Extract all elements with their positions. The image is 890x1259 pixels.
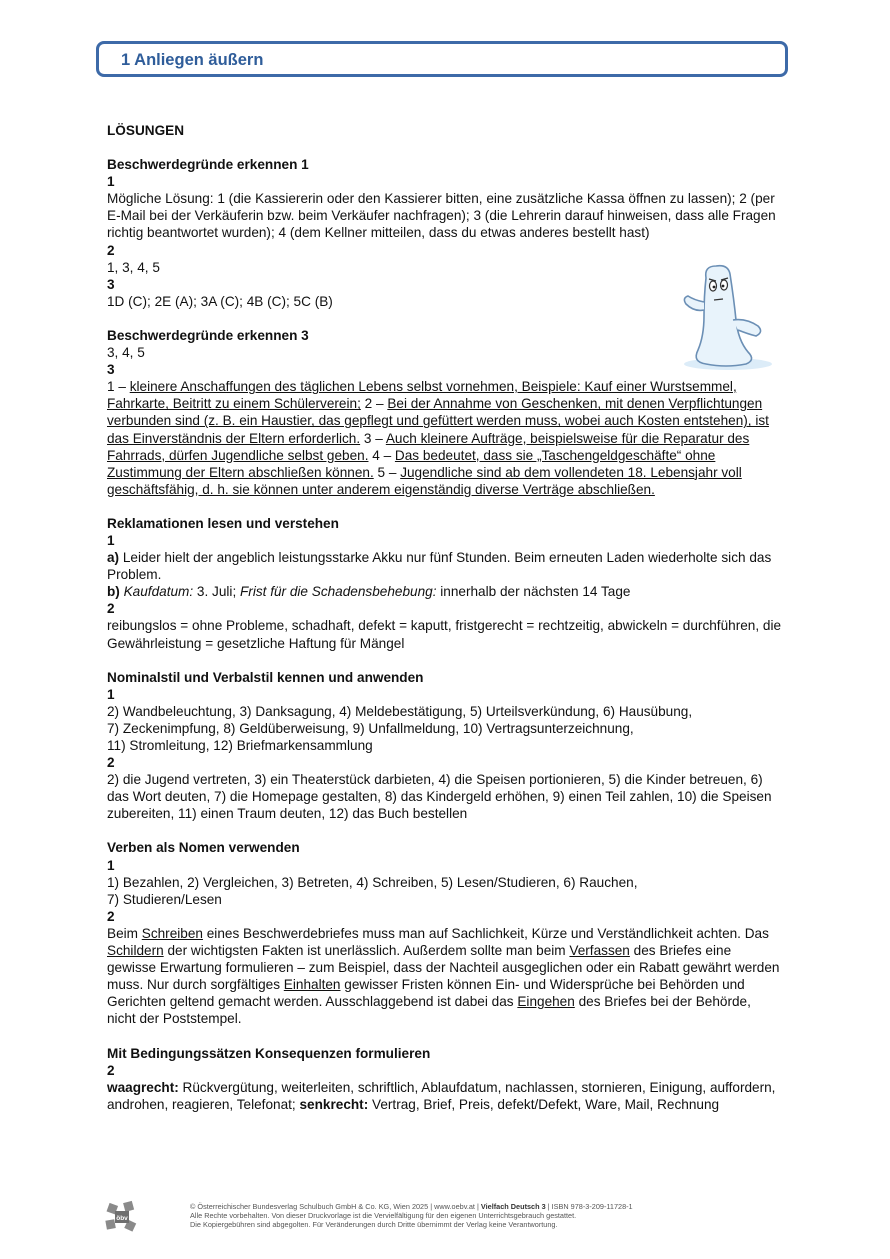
underlined-word: Eingehen [517,994,575,1010]
section-title: Reklamationen lesen und verstehen [107,515,339,531]
answer-text: 1D (C); 2E (A); 3A (C); 4B (C); 5C (B) [107,293,333,309]
section-beschwerdegruende-1 [107,156,782,310]
task-number: 2 [107,755,115,771]
task-number: 2 [107,242,115,258]
answer-text: 2) die Jugend vertreten, 3) ein Theaterstück darbieten, 4) die Speisen portionieren, 5) die Kinder betreuen, 6) das Wort deuten, 7) die Homepage gestalten, 8) das Kindergeld erhöhen, 9) einen Teil zahlen, 10) die Speisen zubereiten, 11) einen Traum deuten, 12) das Buch bestellen [107,772,772,822]
task-number: 1 [107,686,115,702]
answer-text: 7) Studieren/Lesen [107,891,222,907]
answer-text: 7) Zeckenimpfung, 8) Geldüberweisung, 9) Unfallmeldung, 10) Vertragsunterzeichnung, [107,720,634,736]
answer-paragraph: 1 – kleinere Anschaffungen des täglichen Lebens selbst vornehmen, Beispiele: Kauf einer Wurstsemmel, Fahrkarte, Beitritt zu einem Schülerverein; 2 – Bei der Annahme von Geschenken, mit denen Verpflichtungen verbunden sind (z. B. ein Haustier, das gepflegt und gefüttert werden muss, wobei auch Kosten entstehen), ist das Einverständnis der Eltern erforderlich. 3 – Auch kleinere Aufträge, beispielsweise für die Reparatur des Fahrrads, dürfen Jugendliche selbst geben. 4 – Das bedeutet, dass sie „Taschengeldgeschäfte“ ohne Zustimmung der Eltern abschließen können. 5 – Jugendliche sind ab dem vollendeten 18. Lebensjahr voll geschäftsfähig, d. h. sie können unter anderem eigenständig diverse Verträge abschließen. [107,379,769,497]
answer-text: Mögliche Lösung: 1 (die Kassiererin oder den Kassierer bitten, eine zusätzliche Kassa öffnen zu lassen); 2 (per E-Mail bei der Verkäuferin bzw. beim Verkäufer nachfragen); 3 (die Lehrerin darauf hinweisen, dass alle Fragen richtig beantwortet wurden); 4 (dem Kellner mitteilen, dass du etwas anderes bestellt hast) [107,191,776,241]
answer-text: 1) Bezahlen, 2) Vergleichen, 3) Betreten, 4) Schreiben, 5) Lesen/Studieren, 6) Rauchen, [107,874,638,890]
section-title: Beschwerdegründe erkennen 3 [107,327,309,343]
copyright-line: © Österreichischer Bundesverlag Schulbuch GmbH & Co. KG, Wien 2025 | www.oebv.at | Vielfach Deutsch 3 | ISBN 978-3-209-11728-1 [190,1202,633,1211]
section-title: Beschwerdegründe erkennen 1 [107,157,309,173]
underlined-answer: Bei der Annahme von Geschenken, mit denen Verpflichtungen verbunden sind (z. B. ein Haustier, das gepflegt und gefüttert werden muss, wobei auch Kosten entstehen), ist das Einverständnis der Eltern erforderlich. [107,396,769,446]
publisher-logo-icon [104,1200,140,1234]
underlined-answer: kleinere Anschaffungen des täglichen Lebens selbst vornehmen, Beispiele: Kauf einer Wurstsemmel, Fahrkarte, Beitritt zu einem Schülerverein; [107,379,737,412]
section-title: Mit Bedingungssätzen Konsequenzen formulieren [107,1045,431,1061]
answer-text: reibungslos = ohne Probleme, schadhaft, defekt = kaputt, fristgerecht = rechtzeitig, abwickeln = durchführen, die Gewährleistung = gesetzliche Haftung für Mängel [107,618,782,651]
task-number: 3 [107,362,115,378]
answer-text: b) Kaufdatum: 3. Juli; Frist für die Schadensbehebung: innerhalb der nächsten 14 Tage [107,584,631,600]
task-number: 1 [107,532,115,548]
section-verben-als-nomen [107,839,782,1027]
task-number: 2 [107,908,115,924]
answer-text: 1, 3, 4, 5 [107,259,160,275]
fees-line: Die Kopiergebühren sind abgegolten. Für Veränderungen durch Dritte übernimmt der Verlag keine Verantwortung. [190,1220,558,1230]
underlined-word: Verfassen [569,943,630,959]
underlined-word: Einhalten [283,977,341,993]
svg-text:öbv: öbv [116,1215,128,1222]
task-number: 2 [107,601,115,617]
chapter-title: 1 Anliegen äußern [121,51,264,69]
section-title: Verben als Nomen verwenden [107,840,300,856]
solutions-content [107,122,782,1130]
task-number: 2 [107,1062,115,1078]
underlined-word: Schildern [107,943,164,959]
answer-paragraph: Beim Schreiben eines Beschwerdebriefes muss man auf Sachlichkeit, Kürze und Verständlichkeit achten. Das Schildern der wichtigsten Fakten ist unerlässlich. Außerdem sollte man beim Verfassen des Briefes eine gewisse Erwartung formulieren – zum Beispiel, dass der Nachteil ausgeglichen oder ein Rabatt gewährt werden muss. Nur durch sorgfältiges Einhalten gewisser Fristen können Ein- und Widersprüche bei Behörden und Gerichten geltend gemacht werden. Ausschlaggebend ist dabei das Eingehen des Briefes bei der Behörde, nicht der Poststempel. [107,925,780,1027]
section-bedingungssaetze [107,1045,782,1113]
answer-text: 3, 4, 5 [107,345,145,361]
section-beschwerdegruende-3 [107,327,782,498]
rights-line: Alle Rechte vorbehalten. Von dieser Druckvorlage ist die Vervielfältigung für den eigenen Unterrichtsgebrauch gestattet. [190,1211,577,1221]
task-number: 3 [107,276,115,292]
task-number: 1 [107,174,115,190]
page-footer [190,1202,790,1230]
answer-text: 2) Wandbeleuchtung, 3) Danksagung, 4) Meldebestätigung, 5) Urteilsverkündung, 6) Hausübung, [107,703,693,719]
underlined-answer: Das bedeutet, dass sie „Taschengeldgeschäfte“ ohne Zustimmung der Eltern abschließen können. [107,447,716,480]
underlined-answer: Jugendliche sind ab dem vollendeten 18. Lebensjahr voll geschäftsfähig, d. h. sie können unter anderem eigenständig diverse Verträge abschließen. [107,464,742,497]
task-number: 1 [107,857,115,873]
underlined-answer: Auch kleinere Aufträge, beispielsweise für die Reparatur des Fahrrads, dürfen Jugendliche selbst geben. [107,430,750,463]
chapter-header [96,41,788,77]
answer-text: waagrecht: Rückvergütung, weiterleiten, schriftlich, Ablaufdatum, nachlassen, stornieren, Einigung, auffordern, androhen, reagieren, Telefonat; senkrecht: Vertrag, Brief, Preis, defekt/Defekt, Ware, Mail, Rechnung [107,1079,776,1112]
section-reklamationen [107,515,782,652]
answer-text: a) Leider hielt der angeblich leistungsstarke Akku nur fünf Stunden. Beim erneuten Laden wiederholte sich das Problem. [107,550,772,583]
section-title: Nominalstil und Verbalstil kennen und anwenden [107,669,424,685]
page-heading: LÖSUNGEN [107,123,185,138]
section-nominalstil [107,669,782,823]
underlined-word: Schreiben [141,925,203,941]
answer-text: 11) Stromleitung, 12) Briefmarkensammlung [107,738,373,753]
